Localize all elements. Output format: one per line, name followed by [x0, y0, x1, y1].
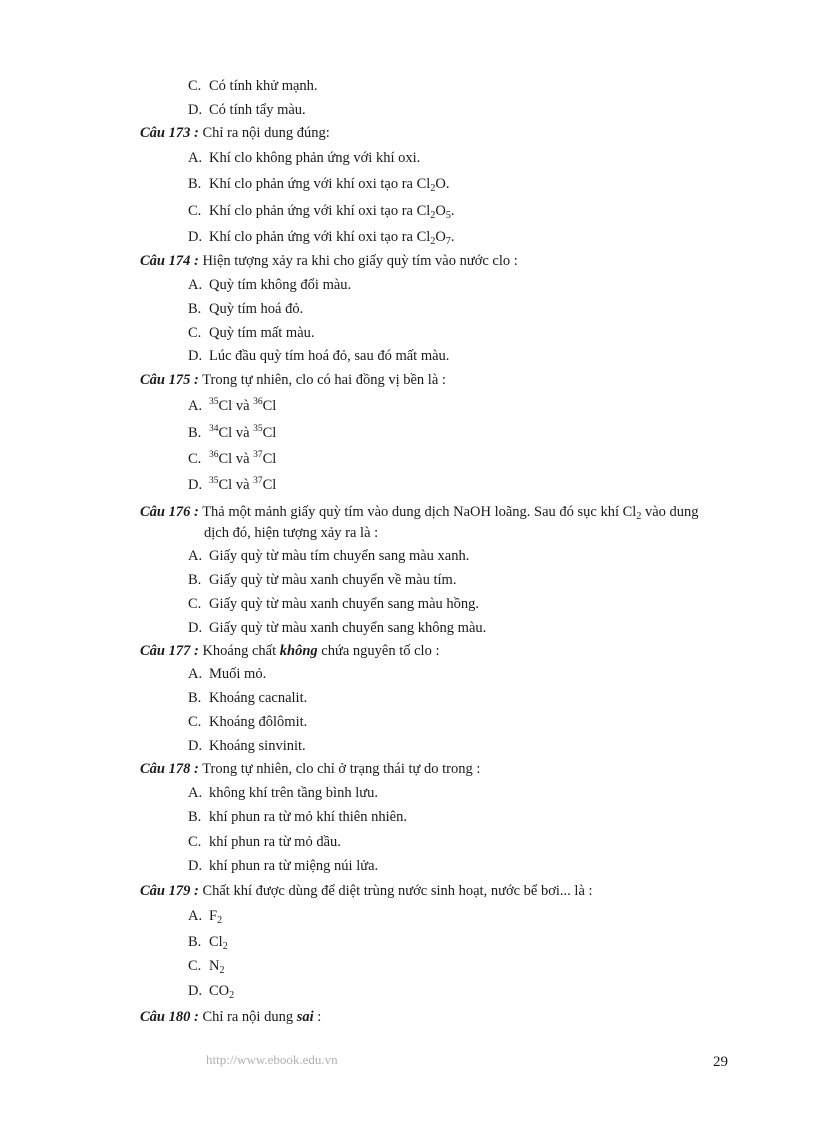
question-176: Câu 176 : Thả một mảnh giấy quỳ tím vào dung dịch NaOH loãng. Sau đó sục khí $Cl_2$ vào dung — [140, 504, 699, 522]
option-d: D. Giấy quỳ từ màu xanh chuyển sang không màu. — [188, 620, 487, 636]
option-a: A. $^{35}$Cl và $^{36}$Cl — [188, 397, 277, 414]
option-c: C. Quỳ tím mất màu. — [188, 325, 315, 341]
option-c: C. Khí clo phản ứng với khí oxi tạo ra $Cl_2O_5$. — [188, 203, 455, 221]
option-d: D. $CO_2$ — [188, 983, 235, 1001]
option-c: C. $^{36}$Cl và $^{37}$Cl — [188, 450, 277, 467]
option-c: C. Có tính khử mạnh. — [188, 78, 318, 94]
option-a: A. không khí trên tầng bình lưu. — [188, 785, 378, 801]
option-c: C. $N_2$ — [188, 958, 225, 976]
question-177: Câu 177 : Khoáng chất không chứa nguyên tố clo : — [140, 643, 440, 659]
option-b: B. khí phun ra từ mỏ khí thiên nhiên. — [188, 809, 407, 825]
option-a: A. Giấy quỳ từ màu tím chuyển sang màu xanh. — [188, 548, 470, 564]
option-b: B. $Cl_2$ — [188, 934, 228, 952]
option-b: B. Giấy quỳ từ màu xanh chuyển về màu tím. — [188, 572, 457, 588]
option-d: D. Có tính tẩy màu. — [188, 102, 306, 118]
question-175: Câu 175 : Trong tự nhiên, clo có hai đồng vị bền là : — [140, 372, 446, 388]
question-173: Câu 173 : Chỉ ra nội dung đúng: — [140, 125, 330, 141]
option-a: A. Quỳ tím không đổi màu. — [188, 277, 352, 293]
option-b: B. Quỳ tím hoá đỏ. — [188, 301, 304, 317]
footer-url[interactable]: http://www.ebook.edu.vn — [206, 1052, 338, 1067]
question-180: Câu 180 : Chỉ ra nội dung sai : — [140, 1009, 322, 1025]
option-d: D. khí phun ra từ miệng núi lửa. — [188, 858, 379, 874]
option-b: B. $^{34}$Cl và $^{35}$Cl — [188, 424, 277, 441]
option-c: C. Giấy quỳ từ màu xanh chuyển sang màu hồng. — [188, 596, 480, 612]
page-number: 29 — [713, 1054, 728, 1070]
question-179: Câu 179 : Chất khí được dùng để diệt trùng nước sinh hoạt, nước bể bơi... là : — [140, 883, 593, 899]
option-d: D. Lúc đầu quỳ tím hoá đỏ, sau đó mất màu. — [188, 348, 450, 364]
option-d: D. $^{35}$Cl và $^{37}$Cl — [188, 476, 277, 493]
option-a: A. Khí clo không phản ứng với khí oxi. — [188, 150, 421, 166]
option-b: B. Khí clo phản ứng với khí oxi tạo ra $Cl_2O$. — [188, 176, 450, 194]
option-d: D. Khoáng sinvinit. — [188, 738, 306, 754]
question-178: Câu 178 : Trong tự nhiên, clo chỉ ở trạng thái tự do trong : — [140, 761, 481, 777]
option-a: A. $F_2$ — [188, 908, 223, 926]
option-b: B. Khoáng cacnalit. — [188, 690, 308, 706]
option-c: C. Khoáng đôlômit. — [188, 714, 308, 730]
option-a: A. Muối mỏ. — [188, 666, 267, 682]
question-176-continuation: dịch đó, hiện tượng xảy ra là : — [204, 525, 379, 541]
option-c: C. khí phun ra từ mỏ dầu. — [188, 834, 341, 850]
question-174: Câu 174 : Hiện tượng xảy ra khi cho giấy quỳ tím vào nước clo : — [140, 253, 518, 269]
option-d: D. Khí clo phản ứng với khí oxi tạo ra $Cl_2O_7$. — [188, 229, 455, 247]
